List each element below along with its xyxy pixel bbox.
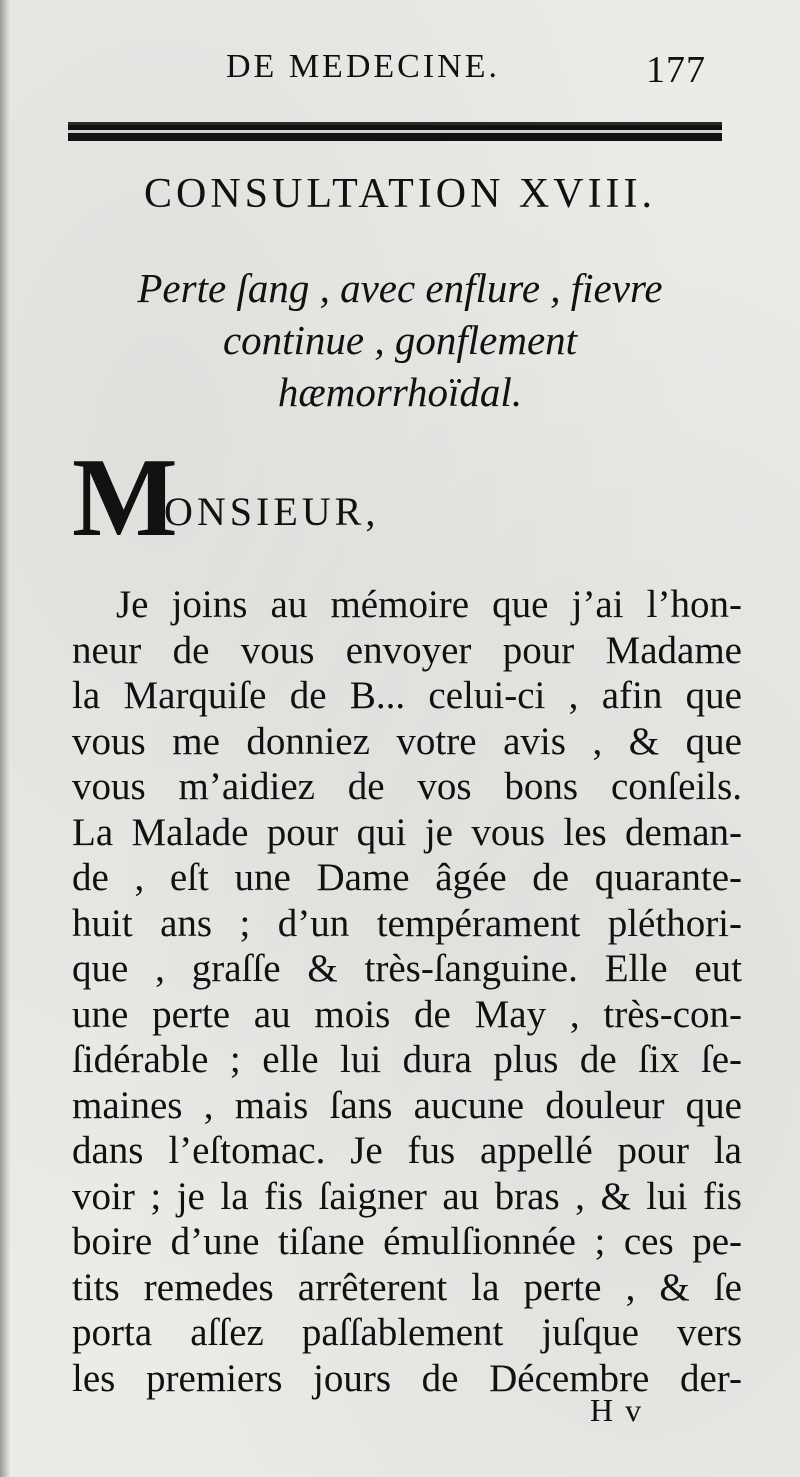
- header-rule: [68, 122, 722, 141]
- subtitle-line: continue , gonflement: [222, 317, 578, 363]
- salutation-text: ONSIEUR,: [164, 489, 380, 534]
- subtitle-line: Perte ſang , avec enflure , fievre: [137, 265, 663, 311]
- consultation-subtitle: [0, 262, 800, 418]
- text-line: de , eſt une Dame âgée de quarante-: [72, 856, 742, 899]
- text-line: dans l’eſtomac. Je fus appellé pour la: [72, 1129, 742, 1172]
- text-line: voir ; je la fis ſaigner au bras , & lui fis: [72, 1174, 742, 1218]
- text-line: vous me donniez votre avis , & que: [72, 719, 742, 763]
- text-line: La Malade pour qui je vous les deman-: [72, 810, 742, 854]
- consultation-heading: CONSULTATION XVIII.: [143, 171, 657, 217]
- text-line: une perte au mois de May , très-con-: [72, 992, 742, 1036]
- text-line: neur de vous envoyer pour Madame: [72, 628, 742, 672]
- text-line: porta aſſez paſſablement juſque vers: [72, 1311, 742, 1354]
- text-line: les premiers jours de Décembre der-: [72, 1356, 742, 1400]
- text-line: Je joins au mémoire que j’ai l’hon-: [116, 583, 742, 626]
- text-line: tits remedes arrêterent la perte , & ſe: [72, 1265, 742, 1309]
- text-line: vous m’aidiez de vos bons conſeils.: [72, 765, 742, 808]
- running-head: [0, 48, 800, 98]
- text-line: ſidérable ; elle lui dura plus de ſix ſe-: [72, 1038, 742, 1081]
- text-line: boire d’une tiſane émulſionnée ; ces pe-: [72, 1220, 742, 1263]
- text-line: maines , mais ſans aucune douleur que: [72, 1083, 742, 1127]
- catchword-signature: H v: [590, 1392, 644, 1428]
- letter-body: [72, 582, 742, 1401]
- page-edge-shadow: [0, 0, 10, 1477]
- running-title: DE MEDECINE.: [226, 48, 500, 85]
- text-line: que , graſſe & très-ſanguine. Elle eut: [72, 947, 742, 990]
- drop-cap: M: [72, 436, 178, 560]
- subtitle-line: hæmorrhoïdal.: [277, 369, 523, 415]
- text-line: la Marquiſe de B... celui-ci , afin que: [72, 674, 742, 717]
- text-line: huit ans ; d’un tempérament pléthori-: [72, 901, 742, 945]
- page-number: 177: [646, 49, 706, 91]
